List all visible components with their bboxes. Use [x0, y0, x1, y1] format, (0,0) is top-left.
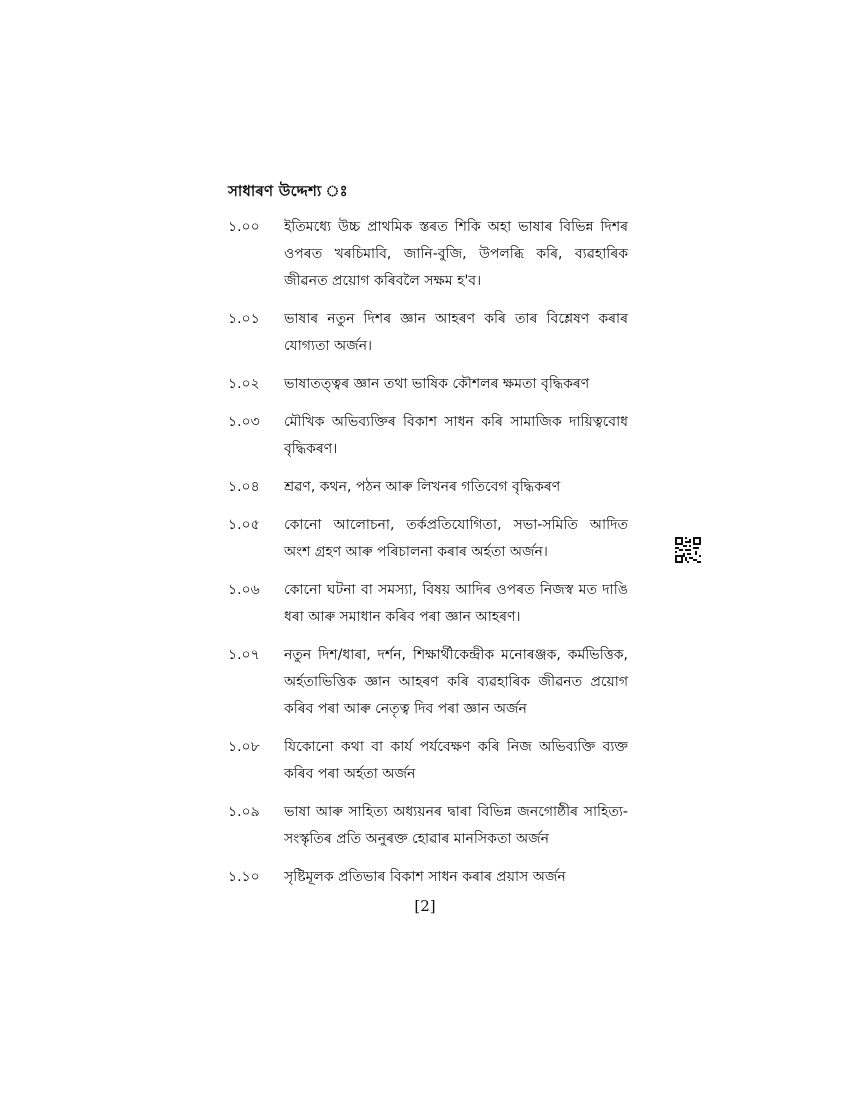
item-number: ১.০৬: [228, 582, 260, 598]
objectives-list: [228, 214, 628, 902]
list-item: [228, 512, 628, 566]
item-text: কোনো আলোচনা, তৰ্কপ্ৰতিযোগিতা, সভা-সমিতি আদিত অংশ গ্ৰহণ আৰু পৰিচালনা কৰাৰ অৰ্হতা অৰ্জন।: [284, 517, 628, 560]
item-text: সৃষ্টিমূলক প্ৰতিভাৰ বিকাশ সাধন কৰাৰ প্ৰয়াস অৰ্জন: [284, 869, 566, 885]
item-number: ১.০৯: [228, 804, 260, 820]
item-text: ভাষাৰ নতুন দিশৰ জ্ঞান আহৰণ কৰি তাৰ বিশ্লেষণ কৰাৰ যোগ্যতা অৰ্জন।: [284, 311, 628, 354]
list-item: [228, 306, 628, 360]
list-item: [228, 214, 628, 295]
item-number: ১.০৩: [228, 414, 260, 430]
item-text: মৌখিক অভিব্যক্তিৰ বিকাশ সাধন কৰি সামাজিক দায়িত্ববোধ বৃদ্ধিকৰণ।: [284, 414, 628, 457]
list-item: [228, 577, 628, 631]
item-text: শ্ৰৱণ, কথন, পঠন আৰু লিখনৰ গতিবেগ বৃদ্ধিকৰণ: [284, 479, 561, 495]
item-number: ১.০৮: [228, 739, 260, 755]
page-number: [2]: [414, 897, 436, 915]
list-item: [228, 409, 628, 463]
section-heading: সাধাৰণ উদ্দেশ্য ঃ: [228, 182, 348, 200]
item-text: কোনো ঘটনা বা সমস্যা, বিষয় আদিৰ ওপৰত নিজস্ব মত দাঙি ধৰা আৰু সমাধান কৰিব পৰা জ্ঞান আহৰণ।: [284, 582, 628, 625]
item-text: ভাষা আৰু সাহিত্য অধ্যয়নৰ দ্বাৰা বিভিন্ন জনগোষ্ঠীৰ সাহিত্য-সংস্কৃতিৰ প্ৰতি অনুৰক্ত হোৱাৰ মানসিকতা অৰ্জন: [284, 804, 628, 847]
item-text: ভাষাতত্ত্বৰ জ্ঞান তথা ভাষিক কৌশলৰ ক্ষমতা বৃদ্ধিকৰণ: [284, 376, 590, 392]
item-number: ১.০০: [228, 219, 260, 235]
list-item: [228, 864, 628, 891]
item-text: যিকোনো কথা বা কাৰ্য পৰ্যবেক্ষণ কৰি নিজ অভিব্যক্তি ব্যক্ত কৰিব পৰা অৰ্হতা অৰ্জন: [284, 739, 628, 782]
item-text: নতুন দিশ/ধাৰা, দৰ্শন, শিক্ষাৰ্থীকেন্দ্ৰীক মনোৰঞ্জক, কৰ্মভিত্তিক, অৰ্হতাভিত্তিক জ্ঞান আহৰণ কৰি ব্যৱহাৰিক জীৱনত প্ৰয়োগ কৰিব পৰা আৰু নেতৃত্ব দিব পৰা জ্ঞান অৰ্জন: [284, 647, 628, 717]
list-item: [228, 474, 628, 501]
item-number: ১.০৫: [228, 517, 260, 533]
item-number: ১.১০: [228, 869, 260, 885]
item-number: ১.০১: [228, 311, 260, 327]
list-item: [228, 371, 628, 398]
list-item: [228, 799, 628, 853]
item-number: ১.০৪: [228, 479, 260, 495]
item-number: ১.০৭: [228, 647, 260, 663]
list-item: [228, 734, 628, 788]
item-text: ইতিমধ্যে উচ্চ প্ৰাথমিক স্তৰত শিকি অহা ভাষাৰ বিভিন্ন দিশৰ ওপৰত খৰচিমাবি, জানি-বুজি, উপলব্ধি কৰি, ব্যৱহাৰিক জীৱনত প্ৰয়োগ কৰিবলৈ সক্ষম হ'ব।: [284, 219, 628, 289]
item-number: ১.০২: [228, 376, 260, 392]
list-item: [228, 642, 628, 723]
qr-code-icon: [675, 537, 701, 563]
